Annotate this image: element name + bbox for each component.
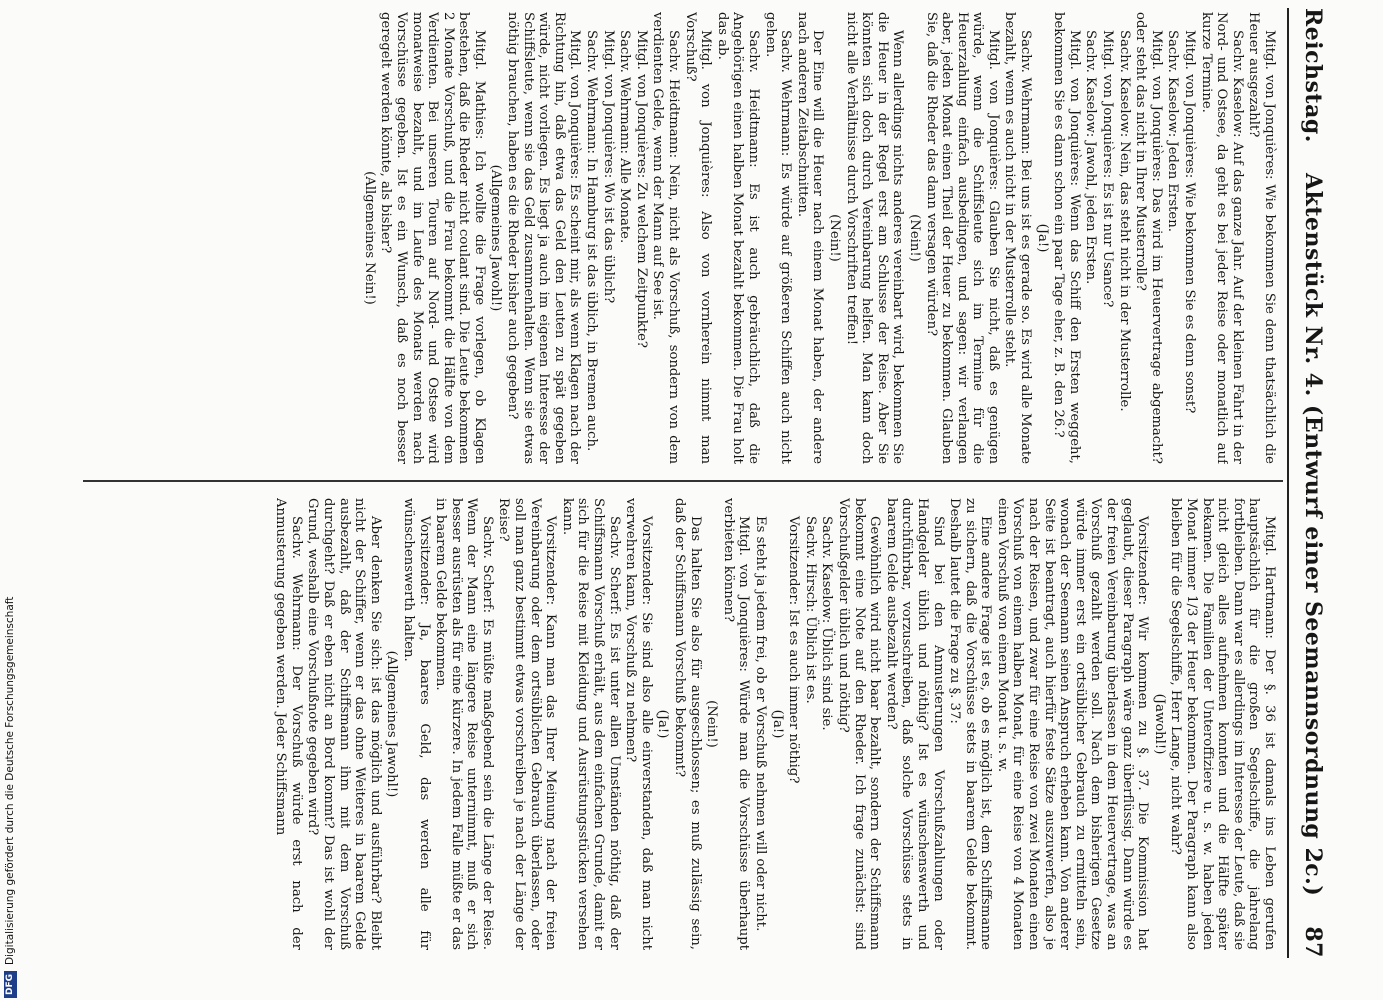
paragraph: (Ja!) xyxy=(655,709,671,739)
paragraph: Vorsitzender: Ja, baares Geld, das werden alle für wünschenswerth halten. xyxy=(400,498,432,950)
paragraph: (Nein!) xyxy=(704,700,720,748)
paragraph: Sachv. Wehrmann: Bei uns ist es gerade so. Es wird alle Monate bezahlt, wenn es auch nicht in der Musterrolle steht. xyxy=(1002,12,1034,464)
paragraph: Sachv. Heidtmann: Es ist auch gebräuchlich, daß die Angehörigen einen halben Monat bezahlt bekommen. Die Frau holt das ab. xyxy=(714,12,761,464)
paragraph: Sachv. Scherf: Es müßte maßgebend sein die Länge der Reise. Wenn der Mann eine längere Reise unternimmt, muß er sich besser ausrüsten als für eine kürzere. In jedem Falle müßte er das in baarem Gelde bekommen. xyxy=(433,498,495,950)
paragraph: Vorsitzender: Sie sind also alle einverstanden, daß man nicht verwehren kann, Vorschuß zu nehmen? xyxy=(623,498,654,950)
paragraph: Mitgl. von Jonquières: Wo ist das üblich? xyxy=(600,30,616,304)
paragraph: Mitgl. von Jonquières: Wie bekommen Sie es denn sonst? xyxy=(1182,30,1198,414)
paragraph: (Allgemeines Nein!) xyxy=(361,171,377,305)
paragraph: (Nein!) xyxy=(826,214,842,262)
paragraph: Vorsitzender: Ist es auch immer nöthig? xyxy=(786,516,802,784)
running-header xyxy=(1291,8,1335,958)
credit-text: Digitalisierung gefördert durch die Deutsche Forschungsgemeinschaft xyxy=(4,596,16,965)
page-number: 87 xyxy=(1300,926,1326,958)
header-left: Reichstag. xyxy=(1300,8,1326,143)
paragraph: Der Eine will die Heuer nach einem Monat haben, der andere nach anderen Zeitabschnitten. xyxy=(794,12,826,464)
paragraph: Mitgl. Hartmann: Der §. 36 ist damals ins Leben gerufen hauptsächlich für die großen Segelschiffe, die jahrelang fortbleiben. Dann war es allerdings im Interesse der Leute, daß sie nicht gleich alles aufnehmen konnten und die Hälfte später bekamen. Die Familien der Unteroffiziere u. s. w. haben jeden Monat immer 1/3 der Heuer bekommen. Der Paragraph kann also bleiben für die Segelschiffe, Herr Lange, nicht wahr? xyxy=(1168,498,1277,950)
dfg-logo: DFG xyxy=(4,971,17,998)
paragraph: Sachv. Wehrmann: Es würde auf größeren Schiffen auch nicht gehen. xyxy=(762,12,794,464)
paragraph: Das halten Sie also für ausgeschlossen; es muß zulässig sein, daß der Schiffsmann Vorschuß bekommt? xyxy=(672,498,703,950)
paragraph: (Jawohl!) xyxy=(1151,693,1167,755)
paragraph: Sachv. Kaselow: Nein, das steht nicht in der Musterrolle. xyxy=(1116,30,1132,412)
paragraph: Sachv. Kaselow: Üblich sind sie. xyxy=(819,516,835,731)
paragraph: Sachv. Hirsch: Üblich ist es. xyxy=(802,516,818,704)
paragraph: Sachv. Wehrmann: Der Vorschuß würde erst nach der Anmusterung gegeben werden. Jeder Schiffsmann xyxy=(273,498,304,950)
column-divider xyxy=(83,480,1283,482)
paragraph: Sachv. Wehrmann: Alle Monate. xyxy=(617,30,633,244)
paragraph: Mitgl. von Jonquières: Glauben Sie nicht, daß es genügen würde, wenn die Schiffsleute sich im Termine für die Heuerzahlung einfach ausbedingen, und sagen: wir verlangen aber, jeden Monat einen Theil der Heuer zu bekommen. Glauben Sie, daß die Rheder das dann versagen würden? xyxy=(923,12,1001,464)
paragraph: Mitgl. von Jonquières: Also von vornherein nimmt man Vorschuß? xyxy=(682,12,714,464)
paragraph: Sachv. Kaselow: Jeden Ersten. xyxy=(1165,30,1181,232)
paragraph: Mitgl. von Jonquières: Es ist nur Usance? xyxy=(1100,30,1116,308)
paragraph: (Allgemeines Jawohl!) xyxy=(384,650,400,798)
header-title: Aktenstück Nr. 4. (Entwurf einer Seemannsordnung 2c.) xyxy=(1300,173,1326,897)
right-column xyxy=(87,498,1277,950)
paragraph: (Allgemeines Jawohl!) xyxy=(488,164,504,312)
paragraph: Vorsitzender: Wir kommen zu §. 37. Die Kommission hat geglaubt, dieser Paragraph wäre ganz überflüssig. Dann würde es der freien Vereinbarung überlassen in dem Heuervertrage, was an Vorschuß gezahlt werden soll. Nach dem bisherigen Gesetze würde immer erst ein ortsüblicher Gebrauch zu ermitteln sein, wonach der Seemann seinen Anspruch erheben kann. Von anderer Seite ist beantragt, auch hierfür feste Sätze auszuwerfen, also je nach der Reisen, und zwar für eine Reise von zwei Monaten einen Vorschuß von einem halben Monat, für eine Reise von 4 Monaten einen Vorschuß von einem Monat u. s. w. xyxy=(994,498,1151,950)
digitization-credit xyxy=(2,0,18,998)
paragraph: Mitgl. Mathies: Ich wollte die Frage vorlegen, ob Klagen bestehen, daß die Rheder nicht coulant sind. Die Leute bekommen 2 Monate Vorschuß, und die Frau bekommt die Hälfte von dem Verdienten. Bei unseren Touren auf Nord- und Ostsee wird monatweise bezahlt, und im Laufe des Monats werden nach Vorschüsse gegeben. Ist es ein Wunsch, daß es noch besser geregelt werden könnte, als bisher? xyxy=(378,12,487,464)
paragraph: Eine andere Frage ist es, ob es möglich ist, dem Schiffsmanne zu sichern, daß die Vorschüsse stets in baarem Gelde bekommt. Deshalb lautet die Frage zu §. 37: xyxy=(947,498,994,950)
paragraph: Mitgl. von Jonquières: Das wird im Heuervertrage abgemacht? oder steht das nicht in Ihrer Musterrolle? xyxy=(1133,12,1164,464)
paragraph: Es steht ja jedem frei, ob er Vorschuß nehmen will oder nicht. xyxy=(753,516,768,932)
paragraph: Vorsitzender: Kann man das Ihrer Meinung nach der freien Vereinbarung oder dem ortsüblichen Gebrauch überlassen, oder soll man ganz bestimmt etwas vorschreiben je nach der Länge der Reise? xyxy=(496,498,559,950)
paragraph: (Ja!) xyxy=(769,709,785,739)
paragraph: Sind bei den Anmusterungen Vorschußzahlungen oder Handgelder üblich und nöthig? Ist es wünschenswerth und durchführbar, vorzuschreiben, daß solche Vorschüsse stets in baarem Gelde ausbezahlt werden? xyxy=(883,498,946,950)
paragraph: (Nein!) xyxy=(906,214,922,262)
paragraph: Mitgl. von Jonquières: Es scheint mir, als wenn Klagen nach der Richtung hin, daß etwa das Geld den Leuten zu spät gegeben würde, nicht vorliegen. Es liegt ja auch im eigenen Interesse der Schiffsleute, wenn sie das Geld zusammenhalten. Wenn sie etwas nöthig brauchen, haben es die Rheder bisher auch gegeben? xyxy=(505,12,583,464)
paragraph: Sachv. Scherf: Es ist unter allen Umständen nöthig, daß der Schiffsmann Vorschuß erhält, aus dem einfachen Grunde, damit er sich für die Reise mit Kleidung und Ausrüstungsstücken versehen kann. xyxy=(559,498,622,950)
paragraph: Mitgl. von Jonquières: Wie bekommen Sie denn thatsächlich die Heuer ausgezahlt? xyxy=(1246,12,1277,464)
rotated-page-content xyxy=(75,8,1335,958)
paragraph: Sachv. Wehrmann: In Hamburg ist das üblich, in Bremen auch. xyxy=(584,30,600,452)
left-column xyxy=(87,12,1277,464)
paragraph: Mitgl. von Jonquières: Würde man die Vorschüsse überhaupt verbieten können? xyxy=(720,498,752,950)
paragraph: Wenn allerdings nichts anderes vereinbart wird, bekommen Sie die Heuer in der Regel erst am Schlusse der Reise. Aber Sie könnten sich doch durch Vereinbarung helfen. Man kann doch nicht alle Verhältnisse durch Vorschriften treffen! xyxy=(843,12,906,464)
paragraph: Sachv. Kaselow: Jawohl, jeden Ersten. xyxy=(1083,30,1099,285)
paragraph: Mitgl. von Jonquières: Wenn das Schiff den Ersten weggeht, bekommen Sie es dann schon ein paar Tage eher, z. B. den 26.? xyxy=(1051,12,1082,464)
paragraph: Mitgl. von Jonquières: Zu welchem Zeitpunkte? xyxy=(633,30,649,348)
paragraph: Sachv. Heidtmann: Nein, nicht als Vorschuß, sondern von dem verdienten Gelde, wenn der Mann auf See ist. xyxy=(650,12,682,464)
paragraph: Gewöhnlich wird nicht baar bezahlt, sondern der Schiffsmann bekommt eine Note auf den Rheder. Ich frage zunächst: sind Vorschußgelder üblich und nöthig? xyxy=(835,498,883,950)
header-rule xyxy=(1287,8,1289,958)
paragraph: (Ja!) xyxy=(1034,223,1050,253)
paragraph: Sachv. Kaselow: Auf das ganze Jahr. Auf der kleinen Fahrt in der Nord- und Ostsee, da geht es bei jeder Reise oder monatlich auf kurze Termine. xyxy=(1198,12,1245,464)
paragraph: Aber denken Sie sich: ist das möglich und ausführbar? Bleibt nicht der Schiffer, wenn er das ohne Weiteres in baarem Gelde ausbezahlt, daß der Schiffsmann ihm mit dem Vorschuß durchgeht? Daß er eben nicht an Bord kommt? Das ist wohl der Grund, weshalb eine Vorschußnote gegeben wird? xyxy=(305,498,383,950)
